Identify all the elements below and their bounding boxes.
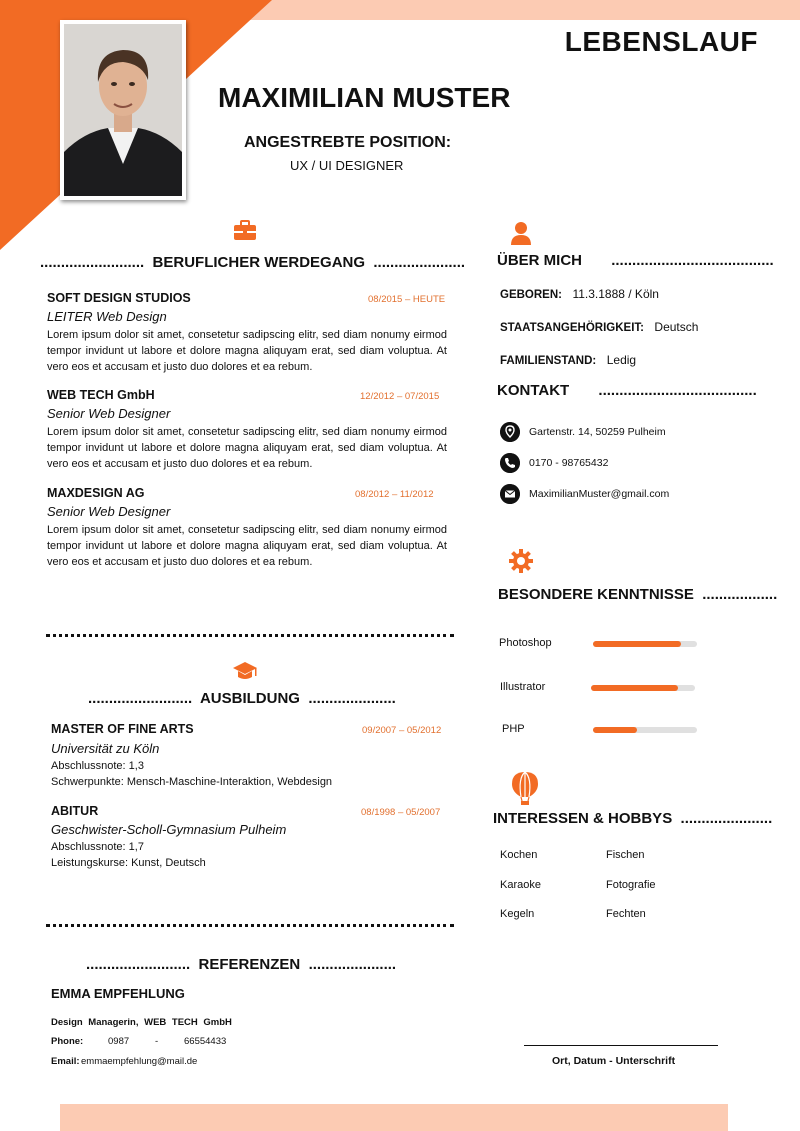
signature-line	[524, 1045, 718, 1046]
skill-bar-fill	[593, 641, 681, 647]
about-heading: ÜBER MICH .......................................	[497, 252, 774, 269]
reference-phone-label: Phone:	[51, 1036, 84, 1047]
about-nationality-row	[500, 318, 698, 336]
contact-address: Gartenstr. 14, 50259 Pulheim	[529, 426, 666, 438]
skill-bar-fill	[593, 727, 637, 733]
email-icon	[500, 484, 520, 504]
education-grade: Abschlussnote: 1,3	[51, 760, 144, 772]
career-company: WEB TECH GmbH	[47, 388, 155, 402]
education-heading: ......................... AUSBILDUNG .....................	[88, 690, 396, 707]
hobby-item: Karaoke	[500, 879, 541, 891]
contact-phone: 0170 - 98765432	[529, 457, 609, 469]
career-role: Senior Web Designer	[47, 406, 171, 421]
reference-title: Design Managerin, WEB TECH GmbH	[51, 1017, 232, 1028]
hobby-item: Fotografie	[606, 879, 656, 891]
skill-name: Photoshop	[499, 637, 552, 649]
contact-email: MaximilianMuster@gmail.com	[529, 488, 670, 500]
born-value: 11.3.1888 / Köln	[572, 287, 659, 301]
bottom-color-band	[60, 1104, 728, 1131]
reference-phone-part: 66554433	[184, 1036, 227, 1047]
briefcase-icon	[232, 218, 258, 244]
education-grade: Abschlussnote: 1,7	[51, 841, 144, 853]
nationality-value: Deutsch	[654, 320, 699, 334]
education-degree: MASTER OF FINE ARTS	[51, 722, 194, 736]
about-born-row	[500, 285, 659, 303]
skill-name: Illustrator	[500, 681, 546, 693]
career-description: Lorem ipsum dolor sit amet, consetetur sadipscing elitr, sed diam nonumy eirmod tempor invidunt ut labore et dolore magna aliquyam erat, sed diam voluptua. At vero eos et accusam et justo duo dolores et ea rebum.	[47, 426, 447, 470]
skill-bar	[593, 727, 697, 733]
section-divider	[46, 634, 454, 637]
skills-heading: BESONDERE KENNTNISSE ..................	[498, 586, 778, 603]
career-date: 12/2012 – 07/2015	[360, 391, 440, 402]
education-focus: Schwerpunkte: Mensch-Maschine-Interaktion, Webdesign	[51, 776, 333, 788]
location-icon	[500, 422, 520, 442]
hobby-item: Fischen	[606, 849, 645, 861]
education-focus: Leistungskurse: Kunst, Deutsch	[51, 857, 206, 869]
section-divider	[46, 924, 454, 927]
skill-name: PHP	[502, 723, 525, 735]
skill-bar-fill	[591, 685, 678, 691]
reference-phone-part: 0987	[108, 1036, 130, 1047]
career-description: Lorem ipsum dolor sit amet, consetetur sadipscing elitr, sed diam nonumy eirmod tempor invidunt ut labore et dolore magna aliquyam erat, sed diam voluptua. At vero eos et accusam et justo duo dolores et ea rebum.	[47, 524, 447, 568]
career-date: 08/2015 – HEUTE	[368, 294, 446, 305]
about-family-row	[500, 351, 636, 369]
phone-icon	[500, 453, 520, 473]
person-icon	[508, 220, 534, 246]
education-date: 09/2007 – 05/2012	[362, 725, 442, 736]
applicant-name: MAXIMILIAN MUSTER	[218, 82, 511, 113]
hobby-item: Kochen	[500, 849, 538, 861]
career-date: 08/2012 – 11/2012	[355, 489, 434, 500]
career-company: SOFT DESIGN STUDIOS	[47, 291, 191, 305]
education-school: Geschwister-Scholl-Gymnasium Pulheim	[51, 822, 287, 837]
contact-heading: KONTAKT ......................................	[497, 382, 757, 399]
signature-label: Ort, Datum - Unterschrift	[552, 1055, 676, 1067]
career-company: MAXDESIGN AG	[47, 486, 145, 500]
hobbies-heading: INTERESSEN & HOBBYS ......................	[493, 810, 773, 827]
career-role: Senior Web Designer	[47, 504, 171, 519]
skill-bar	[593, 641, 697, 647]
graduation-cap-icon	[232, 658, 258, 684]
hobby-item: Fechten	[606, 908, 646, 920]
reference-phone-separator: -	[155, 1036, 159, 1047]
document-title: LEBENSLAUF	[564, 26, 758, 57]
hot-air-balloon-icon	[510, 770, 540, 806]
gear-icon	[508, 548, 534, 574]
reference-email-label: Email:	[51, 1056, 80, 1067]
position-label: ANGESTREBTE POSITION:	[244, 134, 452, 151]
education-date: 08/1998 – 05/2007	[361, 807, 441, 818]
reference-email: emmaempfehlung@mail.de	[81, 1056, 198, 1067]
position-value: UX / UI DESIGNER	[290, 158, 404, 173]
education-school: Universität zu Köln	[51, 741, 160, 756]
career-description: Lorem ipsum dolor sit amet, consetetur sadipscing elitr, sed diam nonumy eirmod tempor invidunt ut labore et dolore magna aliquyam erat, sed diam voluptua. At vero eos et accusam et justo duo dolores et ea rebum.	[47, 329, 447, 373]
hobby-item: Kegeln	[500, 908, 535, 920]
nationality-label: STAATSANGEHÖRIGKEIT:	[500, 322, 644, 334]
reference-name: EMMA EMPFEHLUNG	[51, 986, 185, 1001]
profile-photo	[60, 20, 186, 200]
references-heading: ......................... REFERENZEN .....................	[86, 956, 397, 973]
family-status-label: FAMILIENSTAND:	[500, 355, 597, 367]
career-role: LEITER Web Design	[47, 309, 167, 324]
skill-bar	[591, 685, 695, 691]
born-label: GEBOREN:	[500, 289, 562, 301]
career-heading: ......................... BERUFLICHER WERDEGANG ......................	[40, 254, 466, 271]
family-status-value: Ledig	[606, 353, 637, 367]
education-degree: ABITUR	[51, 804, 99, 818]
